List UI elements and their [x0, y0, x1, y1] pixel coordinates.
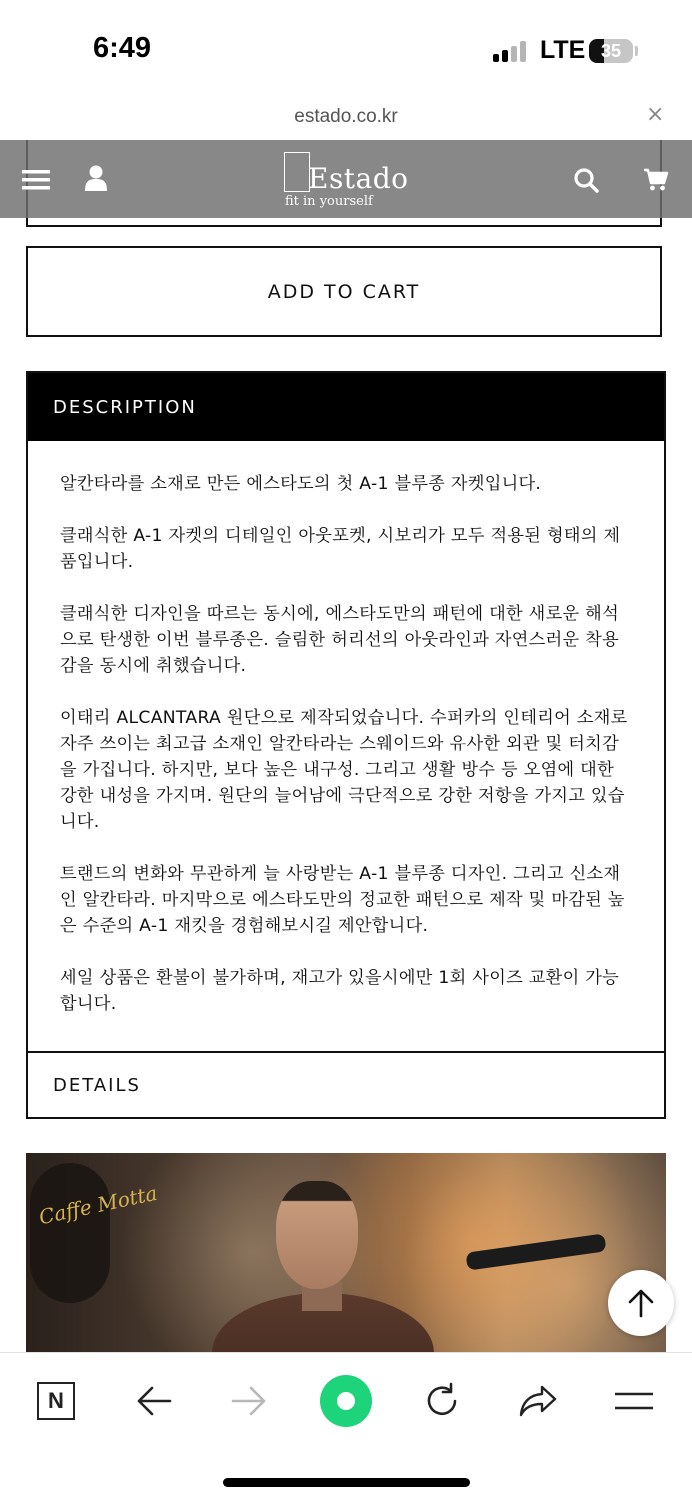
logo-name: Estado	[308, 162, 409, 195]
home-indicator	[223, 1478, 470, 1487]
network-type: LTE	[540, 36, 586, 64]
reload-icon[interactable]	[412, 1371, 472, 1431]
status-bar	[0, 0, 692, 100]
description-paragraph: 세일 상품은 환불이 불가하며, 재고가 있을시에만 1회 사이즈 교환이 가능합니다.	[60, 968, 620, 1014]
menu-icon[interactable]	[20, 164, 52, 196]
arrow-up-icon	[627, 1288, 655, 1318]
url-bar[interactable]	[0, 100, 692, 140]
scroll-to-top-button[interactable]	[608, 1270, 674, 1336]
green-dot-icon[interactable]	[316, 1371, 376, 1431]
cafe-sign	[30, 1163, 110, 1303]
site-header	[0, 140, 692, 218]
description-paragraph: 이태리 ALCANTARA 원단으로 제작되었습니다. 수퍼카의 인테리어 소재로 자주 쓰이는 최고급 소재인 알칸타라는 스웨이드와 유사한 외관 및 터치감을 가집니다. 하지만, 보다 높은 내구성. 그리고 생활 방수 등 오염에 대한 강한 내성을 가지며. 원단의 늘어남에 극단적으로 강한 저항을 가지고 있습니다.	[60, 708, 628, 832]
description-tab[interactable]: DESCRIPTION	[28, 373, 664, 441]
description-paragraph: 트랜드의 변화와 무관하게 늘 사랑받는 A-1 블루종 디자인. 그리고 신소재인 알칸타라. 마지막으로 에스타도만의 정교한 패턴으로 제작 및 마감된 높은 수준의 A-1 재킷을 경험해보시길 제안합니다.	[60, 864, 625, 936]
battery-tip	[635, 46, 638, 56]
description-paragraph: 알칸타라를 소재로 만든 에스타도의 첫 A-1 블루종 자켓입니다.	[60, 474, 542, 494]
battery-level: 35	[600, 41, 622, 61]
search-icon[interactable]	[570, 164, 602, 196]
description-body	[28, 441, 664, 1053]
url-text[interactable]: estado.co.kr	[294, 106, 398, 127]
cart-icon[interactable]	[640, 164, 672, 196]
logo-tagline: fit in yourself	[285, 194, 373, 209]
naver-n-icon[interactable]	[26, 1371, 86, 1431]
estado-logo[interactable]	[284, 152, 414, 212]
description-paragraph: 클래식한 디자인을 따르는 동시에, 에스타도만의 패턴에 대한 새로운 해석으로 탄생한 이번 블루종은. 슬림한 허리선의 아웃라인과 자연스러운 착용감을 동시에 취했습니다.	[60, 604, 619, 676]
naver-label: N	[37, 1382, 75, 1420]
description-paragraph: 클래식한 A-1 자켓의 디테일인 아웃포켓, 시보리가 모두 적용된 형태의 제품입니다.	[60, 526, 621, 572]
model-head	[276, 1181, 358, 1289]
cafe-sign-text: Caffe Motta	[36, 1180, 160, 1230]
user-icon[interactable]	[80, 162, 112, 194]
forward-arrow-icon[interactable]	[219, 1371, 279, 1431]
battery-icon	[589, 39, 633, 63]
signal-strength-icon	[493, 40, 529, 62]
status-time: 6:49	[93, 32, 152, 64]
details-tab[interactable]: DETAILS	[53, 1074, 141, 1096]
add-to-cart-button[interactable]: ADD TO CART	[26, 246, 662, 337]
description-panel	[26, 371, 666, 1119]
more-menu-icon[interactable]	[604, 1371, 664, 1431]
logo-mark-icon	[284, 152, 310, 192]
back-arrow-icon[interactable]	[124, 1371, 184, 1431]
share-icon[interactable]	[508, 1371, 568, 1431]
product-photo	[26, 1153, 666, 1352]
page-content	[0, 140, 692, 1352]
browser-toolbar	[0, 1352, 692, 1500]
bicycle-shape	[465, 1233, 606, 1270]
close-icon[interactable]: ×	[646, 102, 665, 127]
